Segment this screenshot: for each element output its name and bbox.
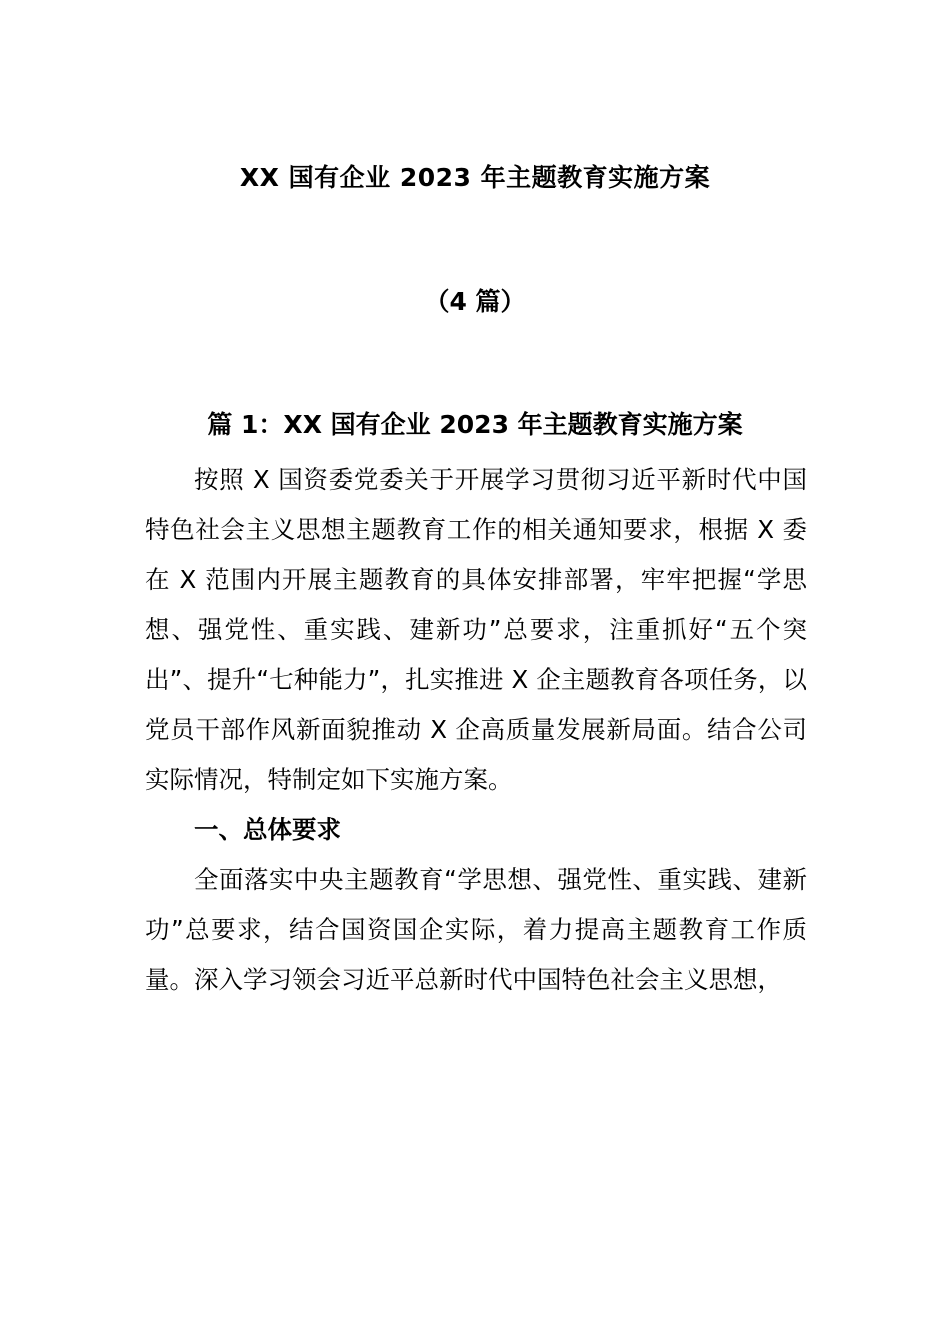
general-requirements-paragraph: 全面落实中央主题教育“学思想、强党性、重实践、建新功”总要求，结合国资国企实际，着力提高主题教育工作质量。深入学习领会习近平总新时代中国特色社会主义思想， [145, 865, 807, 994]
document-body [145, 455, 807, 1005]
intro-paragraph: 按照 X 国资委党委关于开展学习贯彻习近平新时代中国特色社会主义思想主题教育工作的相关通知要求，根据 X 委在 X 范围内开展主题教育的具体安排部署，牢牢把握“学思想、强党性、重实践、建新功”总要求，注重抓好“五个突出”、提升“七种能力”，扎实推进 X 企主题教育各项任务，以党员干部作风新面貌推动 X 企高质量发展新局面。结合公司实际情况，特制定如下实施方案。 [145, 465, 807, 794]
section-title: 篇 1：XX 国有企业 2023 年主题教育实施方案 [207, 410, 743, 439]
document-count: （4 篇） [424, 287, 526, 316]
section-heading-general-requirements: 一、总体要求 [194, 815, 341, 844]
document-title: XX 国有企业 2023 年主题教育实施方案 [239, 163, 711, 192]
